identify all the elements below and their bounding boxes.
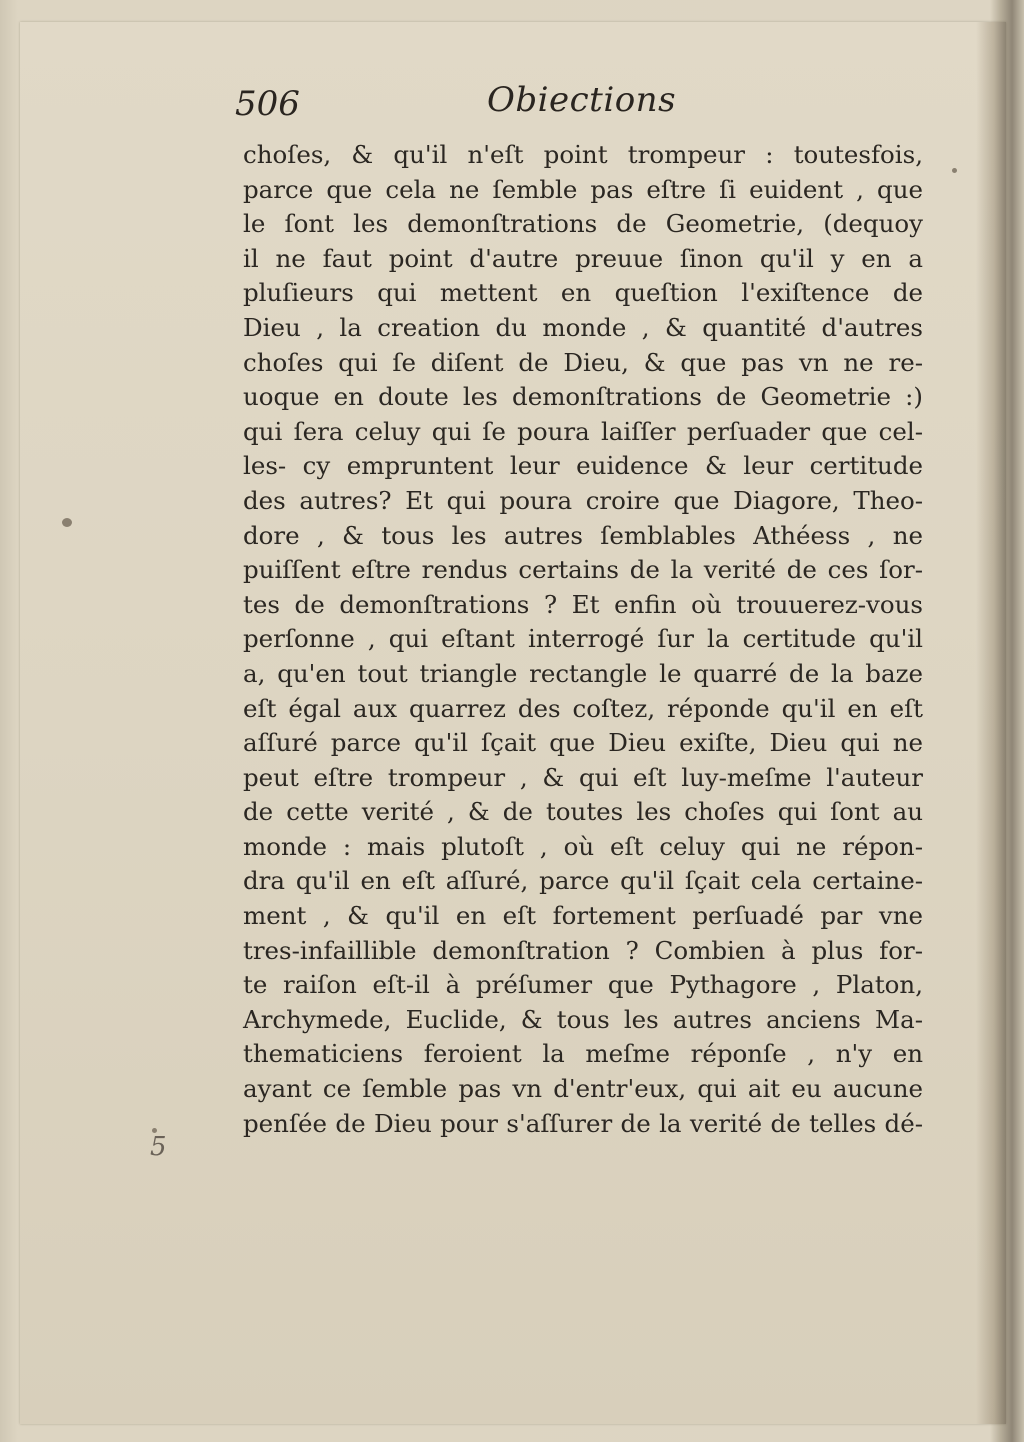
ink-spot (952, 168, 957, 173)
ink-spot (62, 518, 72, 527)
text-line: les- cy empruntent leur euidence & leur certitude (243, 451, 923, 481)
text-line: uoque en doute les demonſtrations de Geometrie :) (243, 382, 923, 412)
text-line: thematiciens feroient la meſme réponſe , n'y en (243, 1039, 923, 1069)
page-number: 506 (235, 84, 300, 124)
text-line: penſée de Dieu pour s'aſſurer de la verité de telles dé- (243, 1108, 923, 1138)
text-line: perſonne , qui eſtant interrogé ſur la certitude qu'il (243, 624, 923, 654)
text-line: tes de demonſtrations ? Et enfin où trouuerez-vous (243, 589, 923, 619)
margin-note: 5 (150, 1132, 167, 1162)
text-line: dore , & tous les autres ſemblables Athéess , ne (243, 520, 923, 550)
text-line: tres-infaillible demonſtration ? Combien à plus for- (243, 935, 923, 965)
running-head: Obiections (487, 80, 677, 120)
text-line: Archymede, Euclide, & tous les autres anciens Ma- (243, 1004, 923, 1034)
text-line: dra qu'il en eſt aſſuré, parce qu'il ſçait cela certaine- (243, 866, 923, 896)
text-line: qui ſera celuy qui ſe poura laiſſer perſuader que cel- (243, 416, 923, 446)
binding-gutter (976, 22, 1006, 1424)
text-line: choſes, & qu'il n'eſt point trompeur : toutesfois, (243, 140, 923, 169)
text-line: a, qu'en tout triangle rectangle le quarré de la baze (243, 658, 923, 688)
text-line: monde : mais plutoſt , où eſt celuy qui ne répon- (243, 831, 923, 861)
body-text (243, 138, 923, 1141)
text-line: parce que cela ne ſemble pas eſtre ſi euident , que (243, 174, 923, 204)
text-line: pluſieurs qui mettent en queſtion l'exiſtence de (243, 278, 923, 308)
page-header (235, 80, 675, 130)
text-line: ment , & qu'il en eſt fortement perſuadé par vne (243, 901, 923, 931)
text-line: puiſſent eſtre rendus certains de la verité de ces ſor- (243, 555, 923, 585)
text-line: ayant ce ſemble pas vn d'entr'eux, qui ait eu aucune (243, 1074, 923, 1104)
text-line: peut eſtre trompeur , & qui eſt luy-meſme l'auteur (243, 762, 923, 792)
text-line: eſt égal aux quarrez des coſtez, réponde qu'il en eſt (243, 693, 923, 723)
text-line: des autres? Et qui poura croire que Diagore, Theo- (243, 485, 923, 515)
text-line: le ſont les demonſtrations de Geometrie, (dequoy (243, 209, 923, 239)
text-line: de cette verité , & de toutes les choſes qui ſont au (243, 797, 923, 827)
text-line: Dieu , la creation du monde , & quantité d'autres (243, 312, 923, 342)
text-line: te raiſon eſt-il à préſumer que Pythagore , Platon, (243, 970, 923, 1000)
text-line: aſſuré parce qu'il ſçait que Dieu exiſte, Dieu qui ne (243, 728, 923, 758)
text-line: choſes qui ſe diſent de Dieu, & que pas vn ne re- (243, 347, 923, 377)
text-line: il ne faut point d'autre preuue ſinon qu'il y en a (243, 243, 923, 273)
